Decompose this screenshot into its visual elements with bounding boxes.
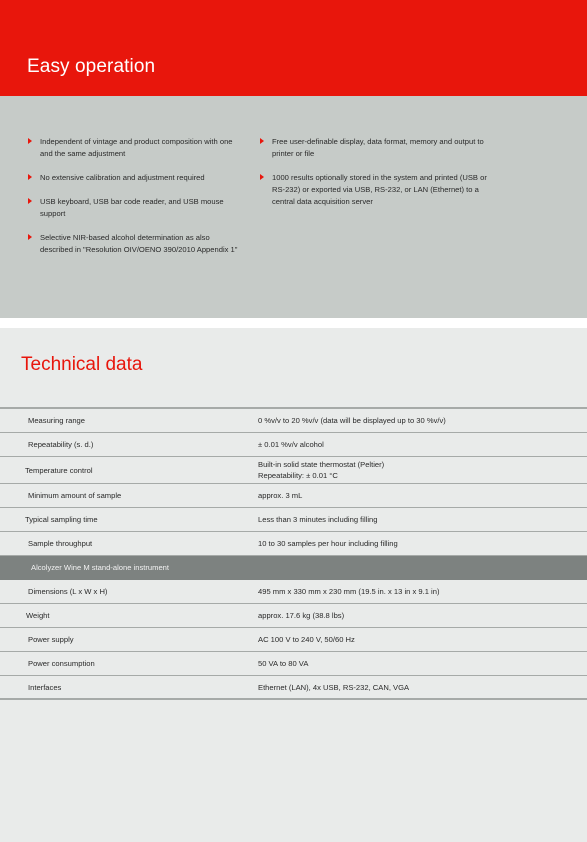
row-label: Measuring range: [28, 416, 85, 425]
row-value: 50 VA to 80 VA: [258, 659, 309, 668]
row-value-line: Repeatability: ± 0.01 °C: [258, 471, 338, 480]
row-value-line: Built-in solid state thermostat (Peltier): [258, 460, 385, 469]
list-item: No extensive calibration and adjustment required: [27, 172, 242, 184]
table-row: [0, 409, 587, 433]
table-row: [0, 580, 587, 604]
table-row: [0, 508, 587, 532]
table-row: [0, 433, 587, 457]
row-label: Temperature control: [25, 465, 93, 475]
section-title-easy-operation: Easy operation: [27, 56, 156, 77]
row-value: AC 100 V to 240 V, 50/60 Hz: [258, 635, 355, 644]
technical-data-table: [0, 407, 587, 700]
list-item: Independent of vintage and product composition with one and the same adjustment: [27, 136, 242, 160]
row-value: 495 mm x 330 mm x 230 mm (19.5 in. x 13 in x 9.1 in): [258, 587, 440, 596]
row-value: approx. 3 mL: [258, 491, 303, 500]
table-row: [0, 604, 587, 628]
feature-list-left: [27, 136, 242, 268]
bullet-arrow-icon: [28, 234, 32, 240]
row-value: [258, 457, 384, 483]
table-row: [0, 652, 587, 676]
row-label: Power consumption: [28, 659, 95, 668]
bullet-arrow-icon: [260, 174, 264, 180]
table-row: [0, 628, 587, 652]
row-label: Weight: [26, 611, 50, 620]
feature-list-right: [259, 136, 489, 220]
row-value: approx. 17.6 kg (38.8 lbs): [258, 611, 345, 620]
row-value: ± 0.01 %v/v alcohol: [258, 440, 324, 449]
table-section-header: [0, 556, 587, 580]
list-item: 1000 results optionally stored in the system and printed (USB or RS-232) or exported via USB, RS-232, or LAN (Ethernet) to a central data acquisition server: [259, 172, 489, 208]
row-label: Typical sampling time: [25, 515, 98, 524]
table-row: [0, 457, 587, 484]
row-label: Minimum amount of sample: [28, 491, 122, 500]
row-label: Dimensions (L x W x H): [28, 587, 108, 596]
section-label: Alcolyzer Wine M stand-alone instrument: [31, 563, 170, 572]
bullet-arrow-icon: [28, 138, 32, 144]
list-item: USB keyboard, USB bar code reader, and USB mouse support: [27, 196, 242, 220]
header-band: [0, 0, 587, 96]
bullet-arrow-icon: [260, 138, 264, 144]
divider: [0, 318, 587, 328]
row-label: Power supply: [28, 635, 74, 644]
row-label: Sample throughput: [28, 539, 93, 548]
bullet-arrow-icon: [28, 198, 32, 204]
bullet-arrow-icon: [28, 174, 32, 180]
row-value: Ethernet (LAN), 4x USB, RS-232, CAN, VGA: [258, 682, 410, 692]
row-value: Less than 3 minutes including filling: [258, 515, 378, 524]
row-value: 10 to 30 samples per hour including filling: [258, 539, 398, 548]
table-row: [0, 532, 587, 556]
table-row: [0, 676, 587, 700]
table-row: [0, 484, 587, 508]
list-item: Selective NIR-based alcohol determination as also described in "Resolution OIV/OENO 390/2010 Appendix 1": [27, 232, 242, 256]
row-label: Repeatability (s. d.): [28, 440, 94, 449]
section-title-technical-data: Technical data: [21, 354, 143, 375]
row-value: 0 %v/v to 20 %v/v (data will be displayed up to 30 %v/v): [258, 416, 446, 425]
list-item: Free user-definable display, data format, memory and output to printer or file: [259, 136, 489, 160]
row-label: Interfaces: [28, 682, 62, 692]
